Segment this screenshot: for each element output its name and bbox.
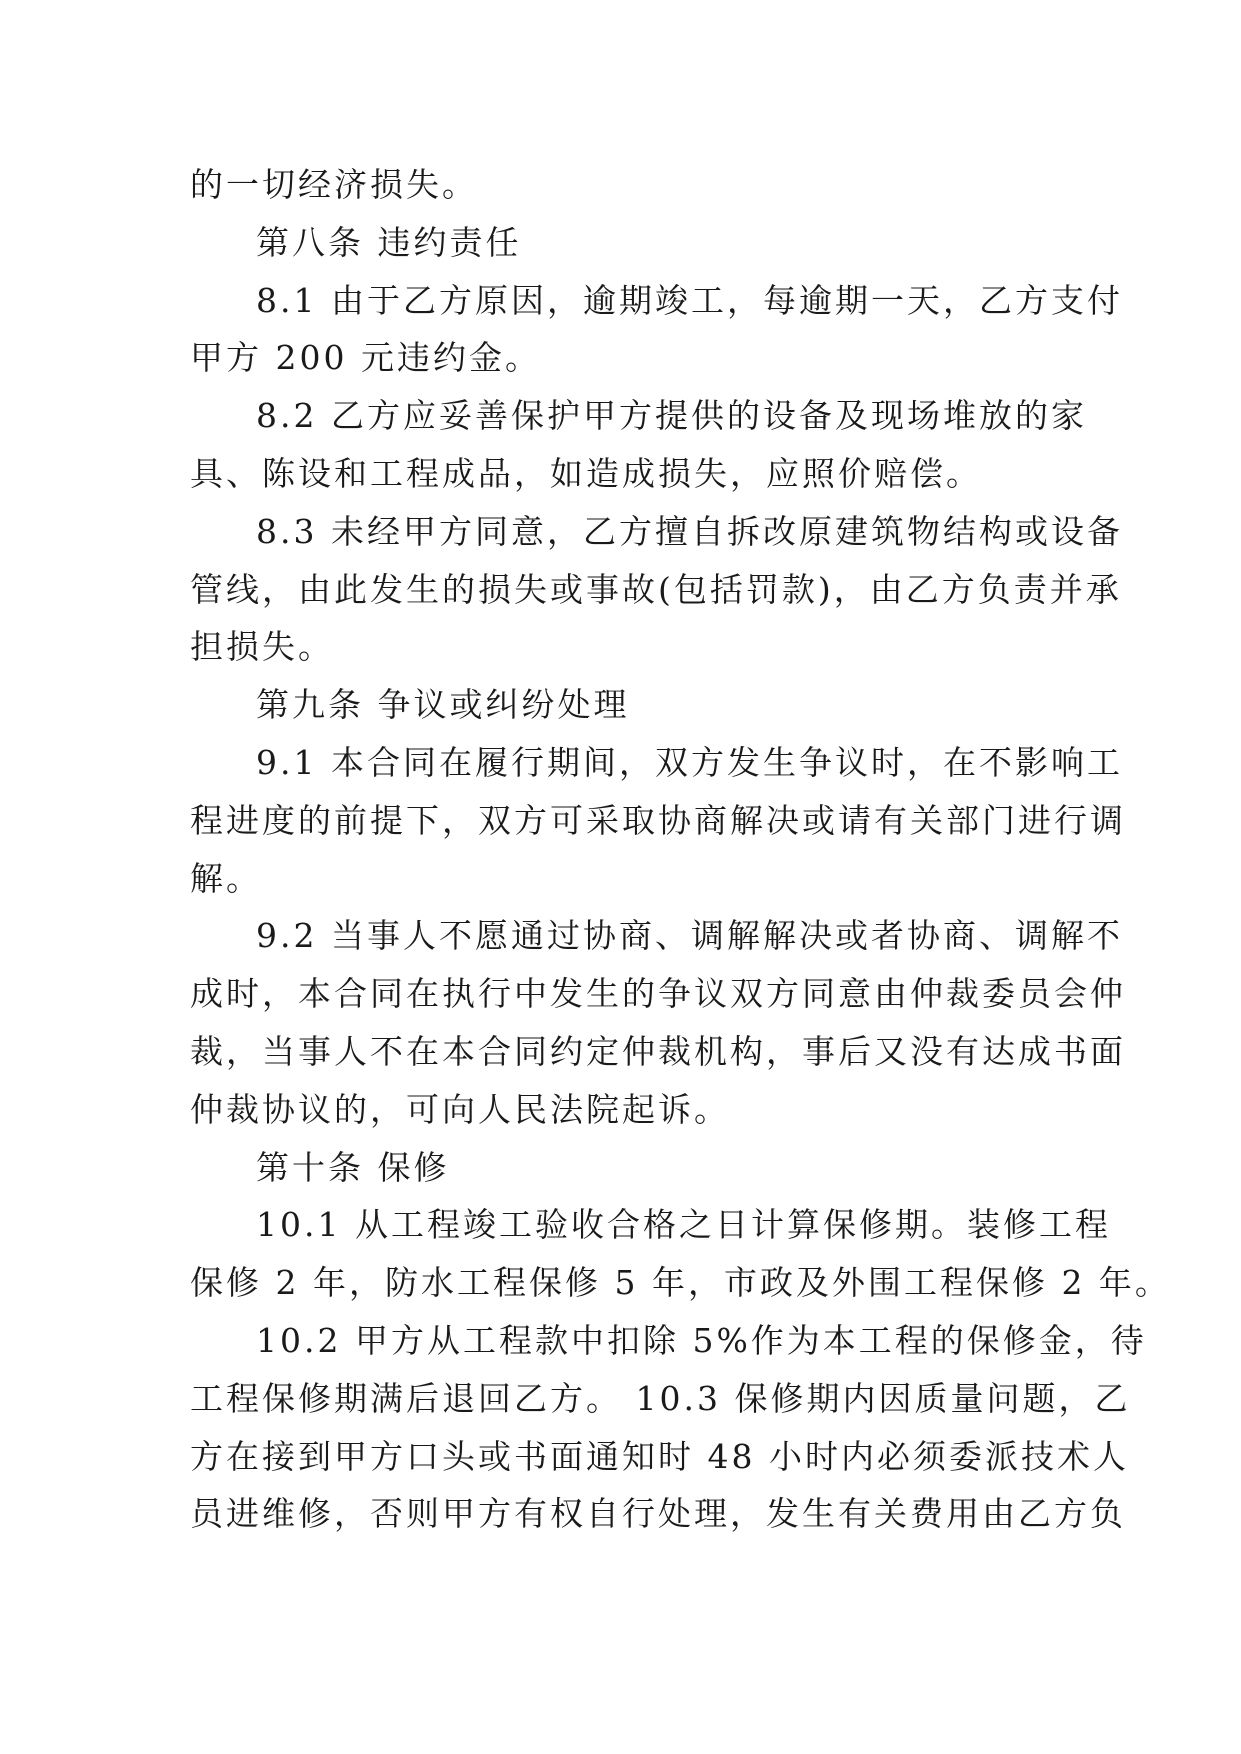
- contract-text: [190, 156, 1171, 1543]
- clause-8-3-line-1: 8.3 未经甲方同意，乙方擅自拆改原建筑物结构或设备: [256, 511, 1123, 551]
- clause-9-1-line-1: 9.1 本合同在履行期间，双方发生争议时，在不影响工: [256, 742, 1123, 782]
- clause-9-2-line-1: 9.2 当事人不愿通过协商、调解解决或者协商、调解不: [256, 916, 1123, 956]
- clause-10-2-line-1: 10.2 甲方从工程款中扣除 5%作为本工程的保修金，待: [256, 1320, 1147, 1360]
- clause-8-2-line-1: 8.2 乙方应妥善保护甲方提供的设备及现场堆放的家: [256, 396, 1087, 436]
- clause-9-2-line-3: 裁，当事人不在本合同约定仲裁机构，事后又没有达成书面: [190, 1031, 1126, 1071]
- clause-10-1-line-2: 保修 2 年，防水工程保修 5 年，市政及外围工程保修 2 年。: [190, 1263, 1171, 1303]
- clause-8-1-line-1: 8.1 由于乙方原因，逾期竣工，每逾期一天，乙方支付: [256, 280, 1123, 320]
- clause-9-1-line-2: 程进度的前提下，双方可采取协商解决或请有关部门进行调: [190, 800, 1126, 840]
- text-line: 的一切经济损失。: [190, 165, 478, 204]
- clause-8-3-line-2: 管线，由此发生的损失或事故(包括罚款)，由乙方负责并承: [190, 569, 1122, 609]
- clause-9-1-line-3: 解。: [190, 858, 262, 898]
- clause-9-2-line-4: 仲裁协议的，可向人民法院起诉。: [190, 1089, 730, 1129]
- article-8-heading: 第八条 违约责任: [256, 222, 522, 262]
- clause-10-1-line-1: 10.1 从工程竣工验收合格之日计算保修期。装修工程: [256, 1205, 1111, 1245]
- article-10-heading: 第十条 保修: [256, 1147, 450, 1187]
- clause-8-1-line-2: 甲方 200 元违约金。: [190, 338, 541, 378]
- clause-8-3-line-3: 担损失。: [190, 627, 334, 667]
- clause-9-2-line-2: 成时，本合同在执行中发生的争议双方同意由仲裁委员会仲: [190, 974, 1126, 1014]
- clause-8-2-line-2: 具、陈设和工程成品，如造成损失，应照价赔偿。: [190, 453, 982, 493]
- clause-10-3-line-2: 员进维修，否则甲方有权自行处理，发生有关费用由乙方负: [190, 1494, 1126, 1534]
- article-9-heading: 第九条 争议或纠纷处理: [256, 685, 630, 725]
- clause-10-2-line-2: 工程保修期满后退回乙方。 10.3 保修期内因质量问题，乙: [190, 1378, 1131, 1418]
- clause-10-3-line-1: 方在接到甲方口头或书面通知时 48 小时内必须委派技术人: [190, 1436, 1129, 1476]
